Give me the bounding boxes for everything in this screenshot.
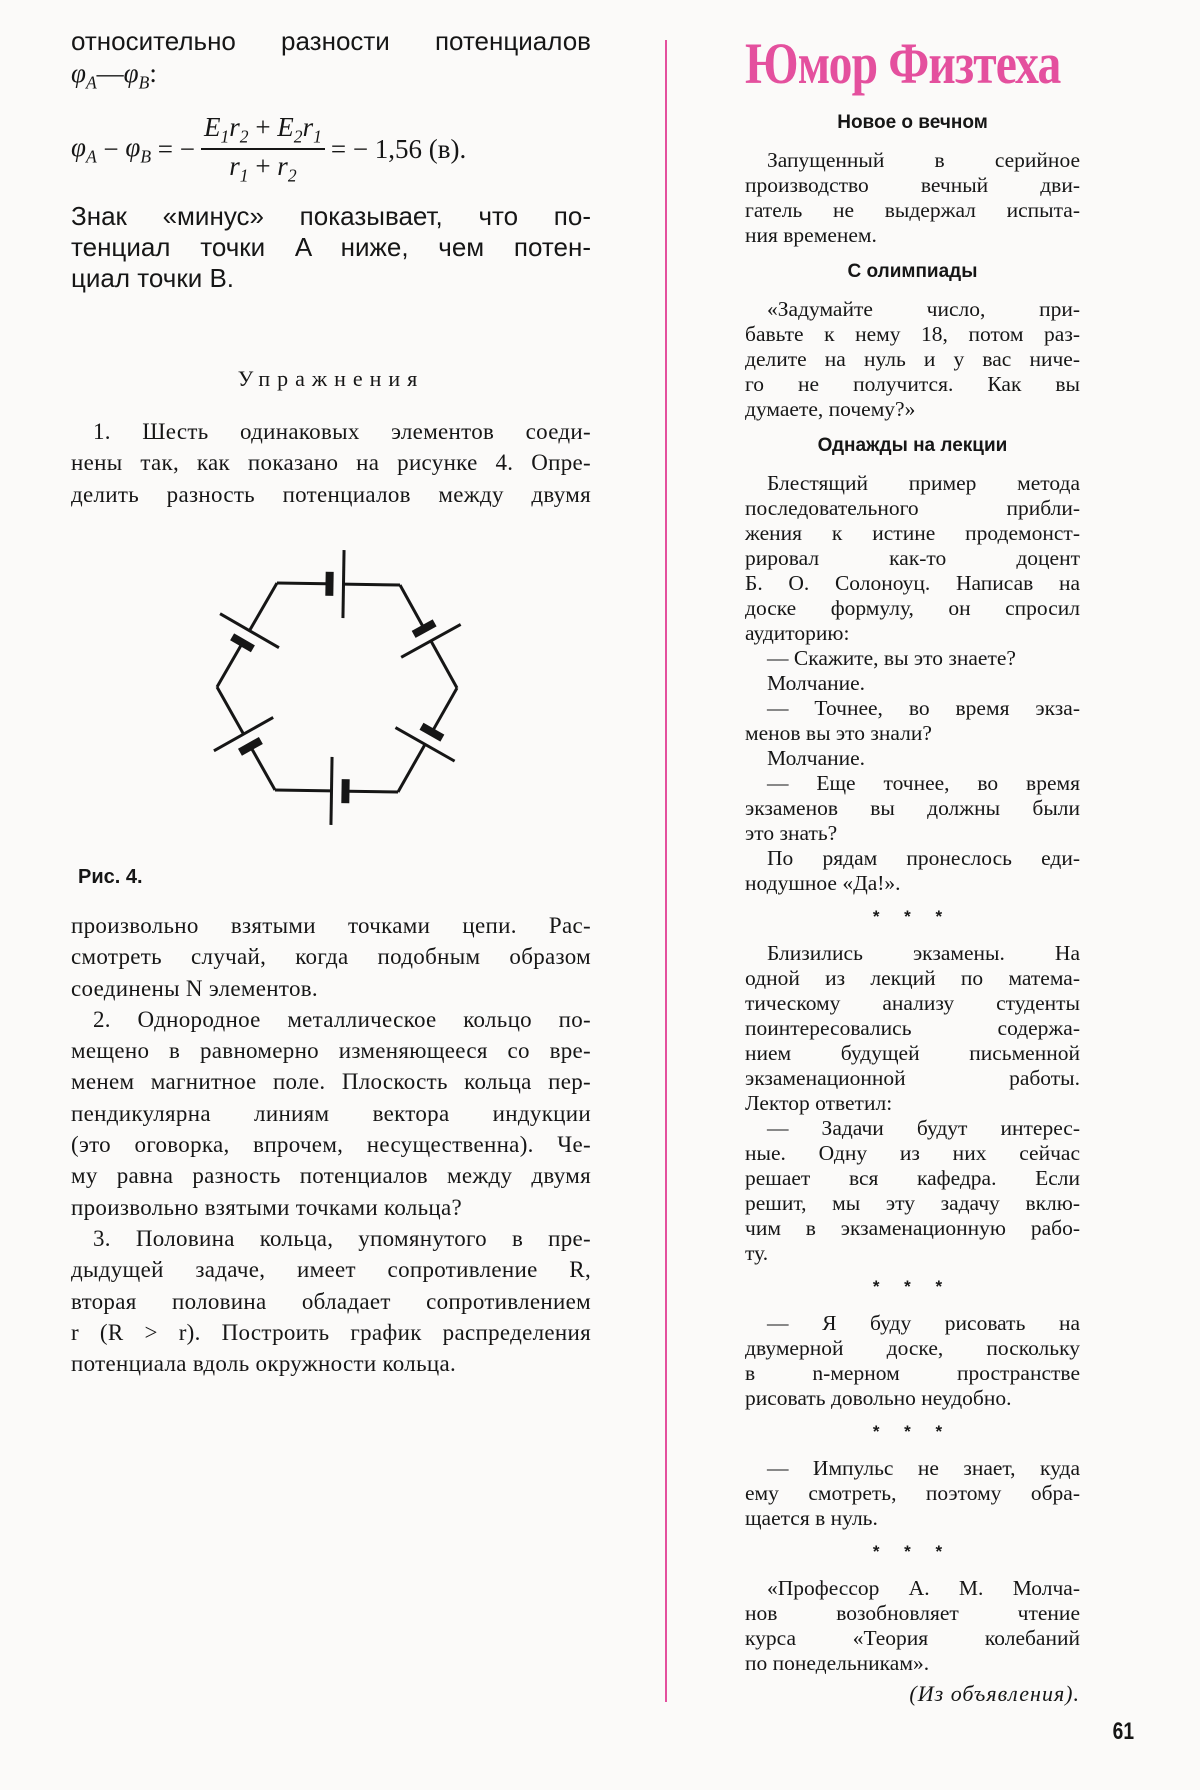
- text-line: произвольно взятыми точками кольца?: [71, 1194, 463, 1220]
- text-line: бавьте к нему 18, потом раз-: [745, 322, 1080, 346]
- text-line: — Точнее, во время экза-: [767, 696, 1080, 720]
- text-line: относительно разности потенциалов: [71, 26, 591, 56]
- wire: [217, 645, 241, 687]
- phi-symbol: φ: [125, 131, 141, 162]
- paragraph: [745, 671, 1080, 696]
- phi-symbol: φ: [123, 58, 139, 88]
- text-line: гатель не выдержал испыта-: [745, 198, 1080, 222]
- wire: [252, 749, 275, 790]
- subheading: Однажды на лекции: [817, 435, 1008, 456]
- text-line: циал точки B.: [71, 263, 235, 293]
- operator: = −: [151, 133, 196, 164]
- text-line: аудиторию:: [745, 621, 850, 645]
- text-line: дыдущей задаче, имеет сопротивление R,: [71, 1257, 591, 1283]
- text-line: поинтересовались содержа-: [745, 1016, 1080, 1040]
- text-line: — Задачи будут интерес-: [767, 1116, 1080, 1140]
- page-number: 61: [1112, 1718, 1135, 1745]
- text-line: «Профессор А. М. Молча-: [767, 1576, 1080, 1600]
- separator-stars: * * *: [872, 1542, 953, 1561]
- wire: [277, 583, 327, 584]
- text-line: тическому анализу студенты: [745, 991, 1080, 1015]
- text-line: му равна разность потенциалов между двумя: [71, 1163, 591, 1189]
- paragraph: [71, 1004, 591, 1223]
- text-line: нов возобновляет чтение: [745, 1601, 1080, 1625]
- text-line: го не получится. Как вы: [745, 372, 1080, 396]
- text-line: Знак «минус» показывает, что по-: [71, 201, 591, 231]
- denominator: $r_1 + r_2$: [229, 151, 297, 186]
- wire: [398, 744, 425, 792]
- text-line: произвольно взятыми точками цепи. Рас-: [71, 913, 591, 938]
- text-line: жения к истине продемонст-: [745, 521, 1080, 545]
- colon: :: [149, 58, 157, 88]
- text-line: решит, мы эту задачу вклю-: [745, 1191, 1080, 1215]
- subscript: B: [138, 72, 150, 93]
- dash: —: [96, 58, 124, 88]
- text-line: По рядам пронеслось еди-: [767, 846, 1080, 870]
- paragraph: [745, 771, 1080, 846]
- text-line: смотреть случай, когда подобным образом: [71, 944, 591, 970]
- subheading: Новое о вечном: [837, 112, 988, 133]
- text-line: — Импульс не знает, куда: [767, 1456, 1080, 1480]
- text-line: доске формулу, он спросил: [745, 596, 1080, 620]
- cell-negative-plate: [414, 623, 435, 635]
- subscript: A: [85, 146, 97, 167]
- text-line: чим в экзаменационную рабо-: [745, 1216, 1080, 1240]
- phi-symbol: φ: [71, 58, 86, 88]
- text-line: нены так, как показано на рисунке 4. Опре-: [71, 450, 591, 476]
- text-line: делить разность потенциалов между двумя: [71, 481, 591, 507]
- separator-stars: * * *: [872, 907, 953, 926]
- wire: [275, 790, 332, 791]
- text-line: производство вечный дви-: [745, 173, 1080, 197]
- paragraph: [745, 1116, 1080, 1266]
- wire: [343, 584, 400, 585]
- text-line: по понедельникам».: [745, 1651, 930, 1675]
- subheading: С олимпиады: [847, 261, 978, 282]
- source-note: (Из объявления).: [909, 1681, 1080, 1706]
- text-line: Близились экзамены. На: [767, 941, 1080, 965]
- section-title: Юмор Физтеха: [745, 31, 1061, 96]
- text-line: экзаменов вы должны были: [745, 796, 1080, 820]
- paragraph: [745, 941, 1080, 1116]
- paragraph: [745, 297, 1080, 422]
- text-line: пендикулярна линиям вектора индукции: [71, 1100, 591, 1126]
- text-line: — Еще точнее, во время: [767, 771, 1080, 795]
- numerator: $E_1r_2 + E_2r_1$: [201, 112, 325, 150]
- text-line: 3. Половина кольца, упомянутого в пре-: [93, 1225, 591, 1251]
- text-line: ния временем.: [745, 223, 877, 247]
- text-line: — Скажите, вы это знаете?: [767, 646, 1016, 670]
- text-line: «Задумайте число, при-: [767, 297, 1080, 321]
- humor-column: [745, 110, 1080, 1706]
- wire: [217, 687, 244, 734]
- text-line: тенциал точки A ниже, чем потен-: [71, 232, 591, 262]
- exercises-text: [71, 910, 591, 1379]
- wire: [431, 641, 457, 688]
- text-line: 1. Шесть одинаковых элементов соеди-: [93, 419, 591, 444]
- text-line: вторая половина обладает сопротивлением: [71, 1288, 591, 1314]
- cell-negative-plate: [232, 637, 253, 649]
- text-line: менем магнитное поле. Плоскость кольца пер-: [71, 1069, 591, 1095]
- text-line: соединены N элементов.: [71, 975, 318, 1001]
- text-line: (это оговорка, впрочем, несущественна). Че-: [71, 1132, 591, 1158]
- exercises-heading: Упражнения: [237, 366, 425, 391]
- text-line: менов вы это знали?: [745, 721, 932, 745]
- figure-caption: Рис. 4.: [78, 866, 143, 888]
- text-line: — Я буду рисовать на: [767, 1311, 1080, 1335]
- circuit-diagram: [0, 0, 600, 860]
- wire: [433, 688, 457, 730]
- separator-stars: * * *: [872, 1422, 953, 1441]
- text-line: рисовать довольно неудобно.: [745, 1386, 1012, 1410]
- text-line: одной из лекций по матема-: [745, 966, 1080, 990]
- cell-positive-plate: [343, 550, 344, 618]
- text-line: думаете, почему?»: [745, 397, 916, 421]
- formula-result: = − 1,56 (в).: [330, 133, 467, 164]
- text-line: мещено в равномерно изменяющееся со вре-: [71, 1038, 591, 1064]
- paragraph: [745, 646, 1080, 671]
- text-line: Запущенный в серийное: [767, 148, 1080, 172]
- text-line: Молчание.: [767, 746, 866, 770]
- paragraph: [71, 910, 591, 1004]
- text-line: последовательного прибли-: [745, 496, 1080, 520]
- text-line: это знать?: [745, 821, 838, 845]
- cell-positive-plate: [331, 757, 332, 825]
- text-line: решает вся кафедра. Если: [745, 1166, 1080, 1190]
- text-line: рировал как-то доцент: [745, 546, 1080, 570]
- paragraph: [745, 148, 1080, 248]
- text-line: 2. Однородное металлическое кольцо по-: [93, 1006, 591, 1032]
- text-line: r (R > r). Построить график распределения: [71, 1319, 591, 1345]
- paragraph: [745, 471, 1080, 646]
- text-line: ему смотреть, поэтому обра-: [745, 1481, 1080, 1505]
- paragraph: [745, 1311, 1080, 1411]
- cell-negative-plate: [422, 726, 443, 738]
- paragraph: [745, 746, 1080, 771]
- wire: [249, 583, 277, 631]
- text-line: двумерной доске, поскольку: [745, 1336, 1080, 1360]
- text-line: ту.: [745, 1241, 769, 1265]
- text-line: нием будущей письменной: [745, 1041, 1080, 1065]
- text-line: Лектор ответил:: [745, 1091, 893, 1115]
- column-divider: [665, 40, 667, 1702]
- paragraph: [745, 1576, 1080, 1676]
- operator: −: [96, 133, 126, 164]
- text-line: Б. О. Солоноуц. Написав на: [745, 571, 1080, 595]
- text-line: Блестящий пример метода: [767, 471, 1080, 495]
- paragraph: [745, 846, 1080, 896]
- cell-negative-plate: [240, 740, 261, 752]
- paragraph: [71, 1223, 591, 1379]
- subscript: B: [140, 146, 152, 167]
- wire: [400, 585, 423, 626]
- text-line: щается в нуль.: [745, 1506, 878, 1530]
- text-line: курса «Теория колебаний: [745, 1626, 1080, 1650]
- paragraph: [745, 696, 1080, 746]
- separator-stars: * * *: [872, 1277, 953, 1296]
- text-line: экзаменационной работы.: [745, 1066, 1080, 1090]
- text-line: делите на нуль и у вас ниче-: [745, 347, 1080, 371]
- text-line: потенциала вдоль окружности кольца.: [71, 1351, 457, 1377]
- text-line: Молчание.: [767, 671, 866, 695]
- wire: [348, 791, 398, 792]
- phi-symbol: φ: [71, 131, 86, 162]
- text-line: в n-мерном пространстве: [745, 1361, 1080, 1385]
- text-line: ные. Одну из них сейчас: [745, 1141, 1080, 1165]
- subscript: A: [85, 72, 97, 93]
- text-line: нодушное «Да!».: [745, 871, 901, 895]
- paragraph: [745, 1456, 1080, 1531]
